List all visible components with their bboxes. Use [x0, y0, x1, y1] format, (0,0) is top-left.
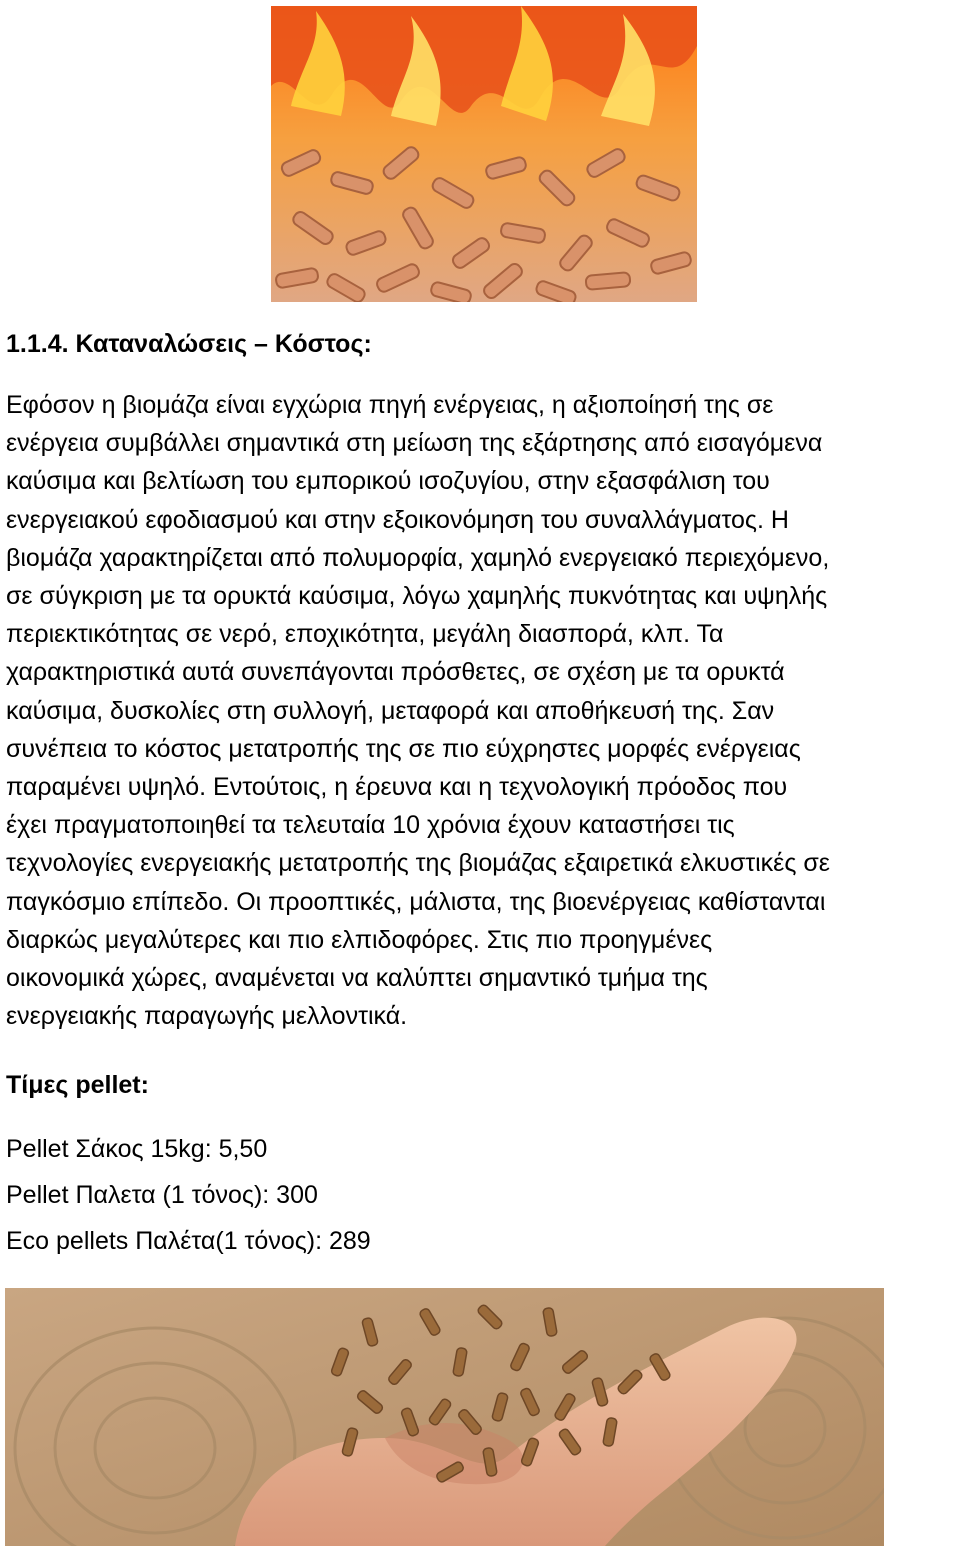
price-item-eco-pallet: Eco pellets Παλέτα(1 τόνος): 289: [6, 1227, 371, 1255]
hands-pellets-illustration: [5, 1288, 884, 1546]
burning-pellets-image: [271, 6, 697, 302]
price-item-pallet: Pellet Παλετα (1 τόνος): 300: [6, 1181, 318, 1209]
section-body-paragraph: Εφόσον η βιομάζα είναι εγχώρια πηγή ενέργειας, η αξιοποίησή της σε ενέργεια συμβάλλει σημαντικά στη μείωση της εξάρτησης από εισαγόμενα καύσιμα και βελτίωση του εμπορικού ισοζυγίου, στην εξασφάλιση του ενεργειακού εφοδιασμού και στην εξοικονόμηση του συναλλάγματος. Η βιομάζα χαρακτηρίζεται από πολυμορφία, χαμηλό ενεργειακό περιεχόμενο, σε σύγκριση με τα ορυκτά καύσιμα, λόγω χαμηλής πυκνότητας και υψηλής περιεκτικότητας σε νερό, εποχικότητα, μεγάλη διασπορά, κλπ. Τα χαρακτηριστικά αυτά συνεπάγονται πρόσθετες, σε σχέση με τα ορυκτά καύσιμα, δυσκολίες στη συλλογή, μεταφορά και αποθήκευσή της. Σαν συνέπεια το κόστος μετατροπής της σε πιο εύχρηστες μορφές ενέργειας παραμένει υψηλό. Εντούτοις, η έρευνα και η τεχνολογική πρόοδος που έχει πραγματοποιηθεί τα τελευταία 10 χρόνια έχουν καταστήσει τις τεχνολογίες ενεργειακής μετατροπής της βιομάζας εξαιρετικά ελκυστικές σε παγκόσμιο επίπεδο. Οι προοπτικές, μάλιστα, της βιοενέργειας καθίστανται διαρκώς μεγαλύτερες και πιο ελπιδοφόρες. Στις πιο προηγμένες οικονομικά χώρες, αναμένεται να καλύπτει σημαντικό τμήμα της ενεργειακής παραγωγής μελλοντικά.: [6, 391, 830, 1031]
hands-pellets-image: [5, 1288, 884, 1546]
prices-heading: Τίμες pellet:: [6, 1071, 149, 1099]
section-heading: 1.1.4. Καταναλώσεις – Κόστος:: [6, 330, 372, 358]
price-list: [6, 1132, 371, 1270]
price-item-sack: Pellet Σάκος 15kg: 5,50: [6, 1135, 268, 1163]
burning-pellets-illustration: [271, 6, 697, 302]
